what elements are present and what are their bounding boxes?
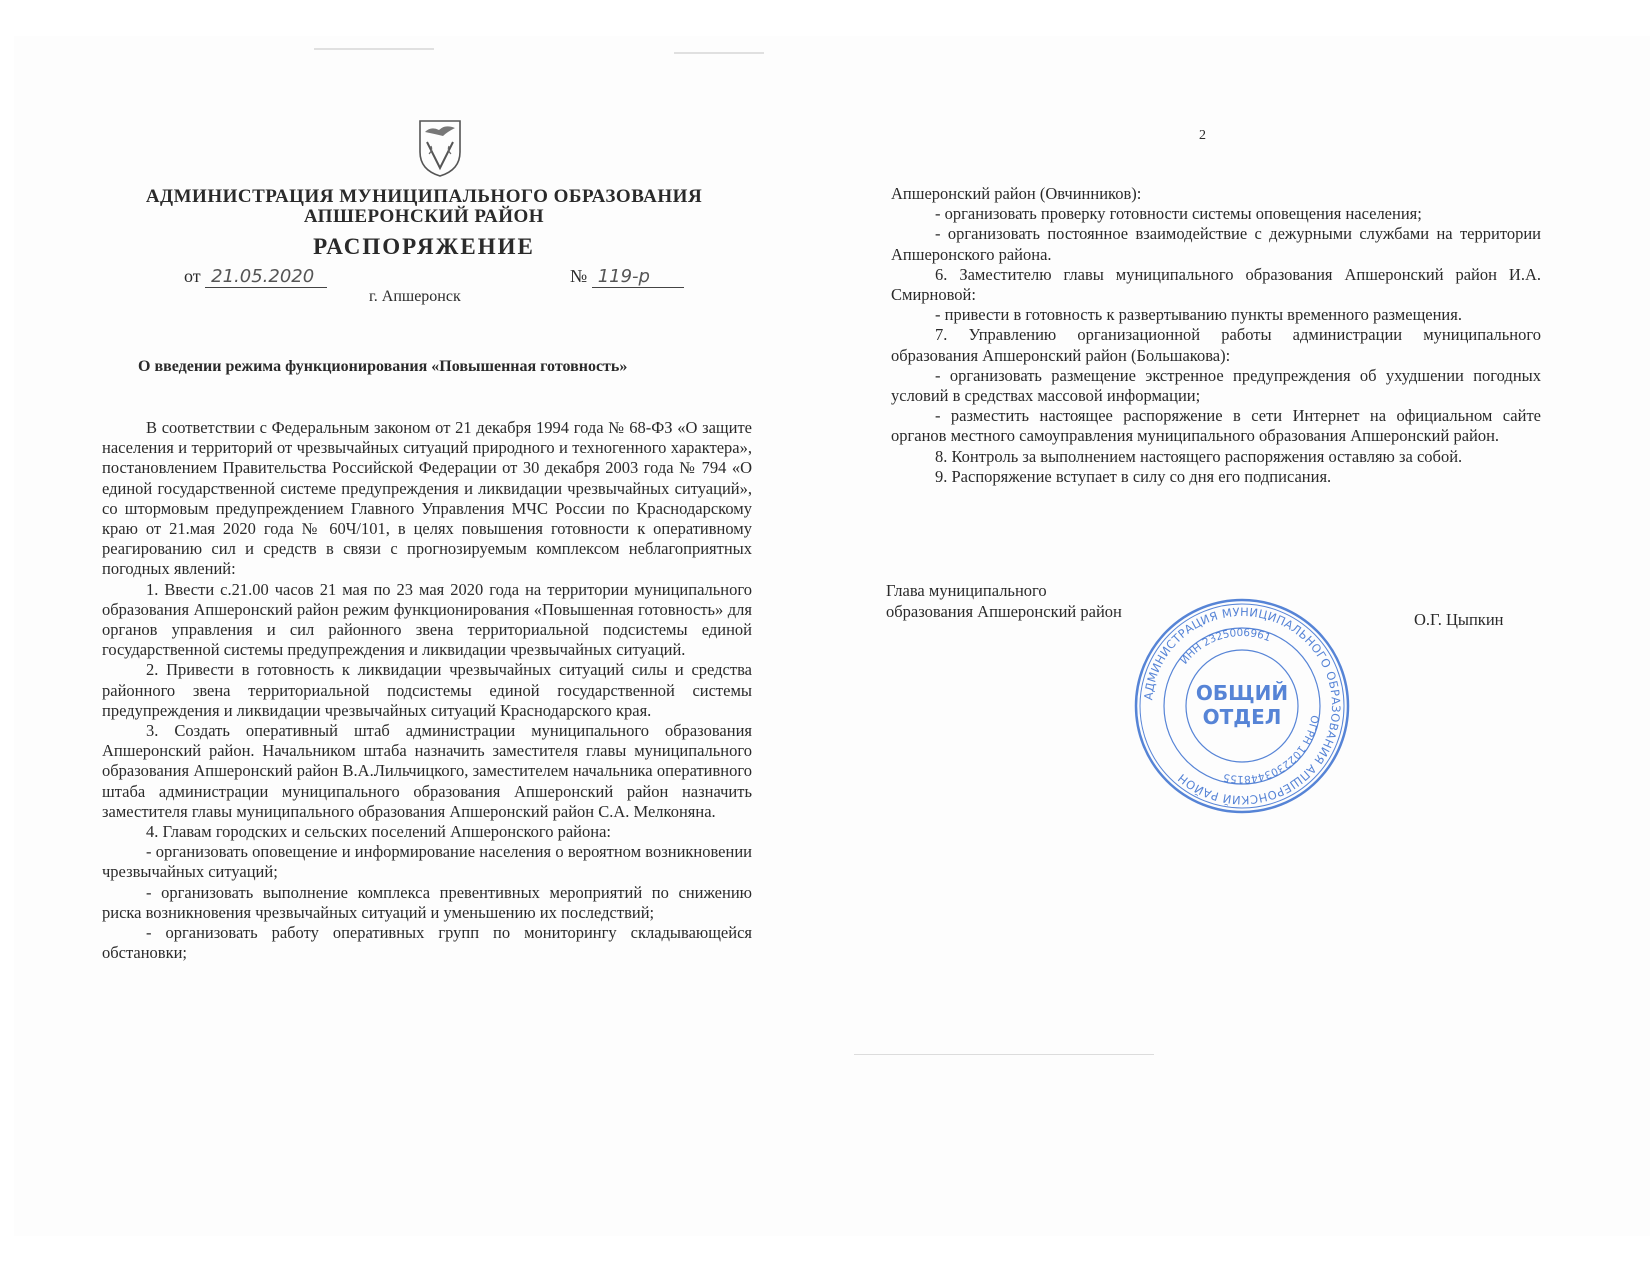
- document-body: [102, 418, 752, 963]
- paragraph: 1. Ввести с.21.00 часов 21 мая по 23 мая 2020 года на территории муниципального образования Апшеронский район режим функционирования «Повышенная готовность» для органов управления и сил районного звена территориальной подсистемы единой государственной системы предупреждения и ликвидации чрезвычайных ситуаций.: [102, 579, 752, 660]
- paragraph: В соответствии с Федеральным законом от 21 декабря 1994 года № 68-ФЗ «О защите населения и территорий от чрезвычайных ситуаций природного и техногенного характера», постановлением Правительства Российской Федерации от 30 декабря 2003 года № 794 «О единой государственной системе предупреждения и ликвидации чрезвычайных ситуаций», со штормовым предупреждением Главного Управления МЧС России по Краснодарскому краю от 21.мая 2020 года № 60Ч/101, в целях повышения готовности к оперативному реагированию сил и средств в связи с прогнозируемым комплексом неблагоприятных погодных явлений:: [102, 418, 752, 579]
- stamp-ogrn: ОГРН 1022303448155: [1222, 714, 1321, 786]
- paragraph: - организовать размещение экстренное предупреждения об ухудшении погодных условий в средствах массовой информации;: [891, 365, 1541, 406]
- paragraph: - привести в готовность к развертыванию пункты временного размещения.: [935, 305, 1462, 325]
- document-type: РАСПОРЯЖЕНИЕ: [313, 234, 535, 259]
- scan-artifact: [854, 1054, 1154, 1055]
- number-value: 119-р: [592, 266, 684, 288]
- signature-title: [886, 580, 1122, 622]
- paragraph: - организовать оповещение и информирование населения о вероятном возникновении чрезвычайных ситуаций;: [102, 842, 752, 882]
- paragraph: 8. Контроль за выполнением настоящего распоряжения оставляю за собой.: [935, 446, 1463, 466]
- document-body-continued: [891, 184, 1541, 487]
- coat-of-arms-icon: [417, 118, 463, 178]
- scan-artifact: [674, 52, 764, 54]
- official-stamp-icon: [1132, 596, 1352, 816]
- date-prefix: от: [184, 266, 201, 286]
- document-subject: О введении режима функционирования «Повышенная готовность»: [138, 358, 628, 375]
- paragraph: - организовать проверку готовности системы оповещения населения;: [935, 204, 1422, 224]
- signature-title-line1: Глава муниципального: [886, 581, 1047, 600]
- paragraph: - разместить настоящее распоряжение в сети Интернет на официальном сайте органов местного самоуправления муниципального образования Апшеронский район.: [891, 406, 1541, 446]
- date-line: [184, 266, 327, 288]
- paragraph: 4. Главам городских и сельских поселений Апшеронского района:: [146, 822, 611, 842]
- org-name-line1: АДМИНИСТРАЦИЯ МУНИЦИПАЛЬНОГО ОБРАЗОВАНИЯ: [145, 186, 703, 207]
- signature-title-line2: образования Апшеронский район: [886, 602, 1122, 621]
- page-number: 2: [1199, 128, 1206, 143]
- stamp-inn: ИНН 2325006961: [1178, 626, 1273, 667]
- org-name-line2: АПШЕРОНСКИЙ РАЙОН: [303, 206, 545, 227]
- stamp-center-line2: ОТДЕЛ: [1202, 705, 1282, 729]
- date-value: 21.05.2020: [205, 266, 327, 288]
- paragraph: 7. Управлению организационной работы администрации муниципального образования Апшеронский район (Большакова):: [891, 325, 1541, 365]
- signature-name: О.Г. Цыпкин: [1414, 610, 1504, 629]
- city: г. Апшеронск: [369, 288, 461, 305]
- scan-artifact: [314, 48, 434, 50]
- paragraph: Апшеронский район (Овчинников):: [891, 184, 1142, 203]
- stamp-center-line1: ОБЩИЙ: [1195, 681, 1289, 705]
- paragraph: - организовать работу оперативных групп по мониторингу складывающейся обстановки;: [102, 923, 752, 963]
- paragraph: - организовать выполнение комплекса превентивных мероприятий по снижению риска возникновения чрезвычайных ситуаций и уменьшению их последствий;: [102, 882, 752, 922]
- paragraph: 6. Заместителю главы муниципального образования Апшеронский район И.А. Смирновой:: [891, 264, 1541, 305]
- number-line: [570, 266, 684, 288]
- scanned-sheet: [14, 36, 1650, 1236]
- paragraph: 9. Распоряжение вступает в силу со дня его подписания.: [935, 466, 1332, 486]
- paragraph: 2. Привести в готовность к ликвидации чрезвычайных ситуаций силы и средства районного звена территориальной подсистемы единой государственной системы предупреждения и ликвидации чрезвычайных ситуаций Краснодарского края.: [102, 660, 752, 720]
- paragraph: 3. Создать оперативный штаб администрации муниципального образования Апшеронский район. Начальником штаба назначить заместителя главы муниципального образования Апшеронский район В.А.Лильчицкого, заместителем начальника оперативного штаба администрации муниципального образования Апшеронский район назначить заместителя главы муниципального образования Апшеронский район С.А. Мелконяна.: [102, 721, 752, 821]
- stamp-outer-text: АДМИНИСТРАЦИЯ МУНИЦИПАЛЬНОГО ОБРАЗОВАНИЯ АПШЕРОНСКИЙ РАЙОН: [1141, 604, 1344, 808]
- paragraph: - организовать постоянное взаимодействие с дежурными службами на территории Апшеронского района.: [891, 224, 1541, 264]
- number-prefix: №: [570, 266, 588, 286]
